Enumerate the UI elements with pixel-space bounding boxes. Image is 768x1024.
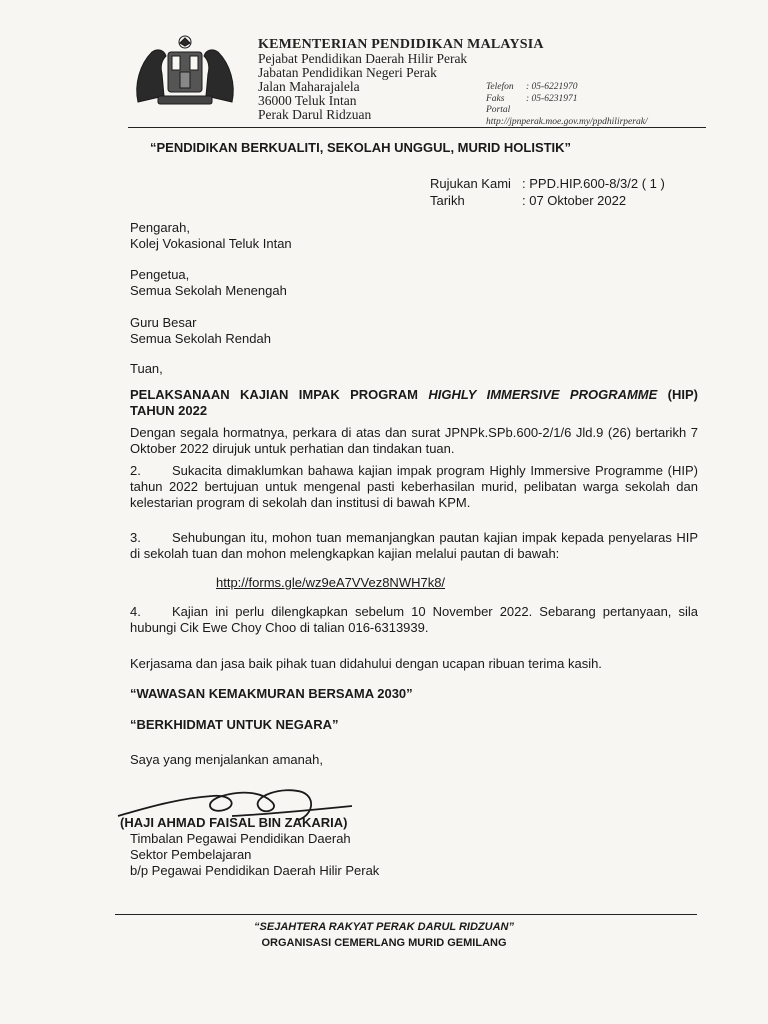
recipient-org: Semua Sekolah Menengah bbox=[130, 283, 287, 298]
tarikh-value: : 07 Oktober 2022 bbox=[522, 193, 627, 208]
telefon-label: Telefon bbox=[486, 82, 514, 92]
coat-of-arms-logo bbox=[130, 34, 240, 110]
office-line: Jabatan Pendidikan Negeri Perak bbox=[258, 65, 437, 80]
signatory-sector: Sektor Pembelajaran bbox=[130, 847, 252, 862]
subject-italic: HIGHLY IMMERSIVE PROGRAMME bbox=[428, 387, 658, 402]
footer-slogan: “SEJAHTERA RAKYAT PERAK DARUL RIDZUAN” bbox=[254, 921, 514, 933]
paragraph-text: Sukacita dimaklumkan bahawa kajian impak program Highly Immersive Programme (HIP) tahun 2022 bertujuan untuk mengenal pasti keberhasilan murid, pelibatan warga sekolah dan kelestarian program di sekolah dan institusi di bawah KPM. bbox=[130, 463, 698, 510]
telefon-value: : 05-6221970 bbox=[526, 82, 578, 92]
tarikh-label: Tarikh bbox=[430, 193, 465, 208]
recipient-title: Pengetua, bbox=[130, 267, 190, 282]
signatory-name: (HAJI AHMAD FAISAL BIN ZAKARIA) bbox=[120, 815, 348, 830]
paragraph-text: Sehubungan itu, mohon tuan memanjangkan pautan kajian impak kepada penyelaras HIP di sekolah tuan dan mohon melengkapkan kajian melalui pautan di bawah: bbox=[130, 530, 698, 561]
paragraph-3 bbox=[130, 530, 698, 562]
faks-value: : 05-6231971 bbox=[526, 93, 578, 104]
address-line: Jalan Maharajalela bbox=[258, 79, 360, 94]
signatory-title: Timbalan Pegawai Pendidikan Daerah bbox=[130, 831, 351, 846]
portal-label: Portal bbox=[486, 105, 511, 115]
slogan-2: “BERKHIDMAT UNTUK NEGARA” bbox=[130, 717, 339, 732]
footer-tagline: ORGANISASI CEMERLANG MURID GEMILANG bbox=[261, 937, 507, 949]
recipient-title: Pengarah, bbox=[130, 220, 190, 235]
closing: Saya yang menjalankan amanah, bbox=[130, 752, 323, 767]
paragraph-text: Kajian ini perlu dilengkapkan sebelum 10 November 2022. Sebarang pertanyaan, sila hubungi Cik Ewe Choy Choo di talian 016-6313939. bbox=[130, 604, 698, 635]
ministry-name: KEMENTERIAN PENDIDIKAN MALAYSIA bbox=[258, 37, 544, 52]
survey-link[interactable]: http://forms.gle/wz9eA7VVez8NWH7k8/ bbox=[216, 575, 446, 590]
slogan-1: “WAWASAN KEMAKMURAN BERSAMA 2030” bbox=[130, 686, 413, 701]
recipient-2 bbox=[130, 267, 287, 299]
header-divider bbox=[128, 127, 706, 128]
signatory-office: b/p Pegawai Pendidikan Daerah Hilir Perak bbox=[130, 863, 380, 878]
rujukan-value: : PPD.HIP.600-8/3/2 ( 1 ) bbox=[522, 176, 665, 191]
paragraph-4 bbox=[130, 604, 698, 636]
paragraph-2 bbox=[130, 463, 698, 511]
paragraph-5: Kerjasama dan jasa baik pihak tuan didahului dengan ucapan ribuan terima kasih. bbox=[130, 656, 602, 671]
recipient-3 bbox=[130, 315, 271, 347]
faks-label: Faks bbox=[486, 93, 505, 104]
paragraph-number: 3. bbox=[130, 530, 141, 545]
motto: “PENDIDIKAN BERKUALITI, SEKOLAH UNGGUL, MURID HOLISTIK” bbox=[150, 140, 572, 155]
office-line: Pejabat Pendidikan Daerah Hilir Perak bbox=[258, 51, 468, 66]
subject-suffix: (HIP) TAHUN 2022 bbox=[130, 387, 699, 418]
contact-block bbox=[486, 82, 648, 128]
letter-subject bbox=[130, 387, 698, 419]
salutation: Tuan, bbox=[130, 361, 163, 376]
recipient-1 bbox=[130, 220, 292, 252]
recipient-org: Kolej Vokasional Teluk Intan bbox=[130, 236, 292, 251]
footer-divider bbox=[115, 914, 697, 915]
rujukan-label: Rujukan Kami bbox=[430, 176, 511, 191]
address-line: 36000 Teluk Intan bbox=[258, 93, 357, 108]
paragraph-1: Dengan segala hormatnya, perkara di atas dan surat JPNPk.SPb.600-2/1/6 Jld.9 (26) bertarikh 7 Oktober 2022 dirujuk untuk perhatian dan tindakan tuan. bbox=[130, 425, 698, 456]
recipient-org: Semua Sekolah Rendah bbox=[130, 331, 271, 346]
paragraph-number: 2. bbox=[130, 463, 141, 478]
recipient-title: Guru Besar bbox=[130, 315, 197, 330]
reference-block bbox=[430, 175, 665, 209]
subject-prefix: PELAKSANAAN KAJIAN IMPAK PROGRAM bbox=[130, 387, 429, 402]
paragraph-number: 4. bbox=[130, 604, 141, 619]
portal-link[interactable]: http://jpnperak.moe.gov.my/ppdhilirperak/ bbox=[486, 116, 648, 127]
address-line: Perak Darul Ridzuan bbox=[258, 107, 372, 122]
